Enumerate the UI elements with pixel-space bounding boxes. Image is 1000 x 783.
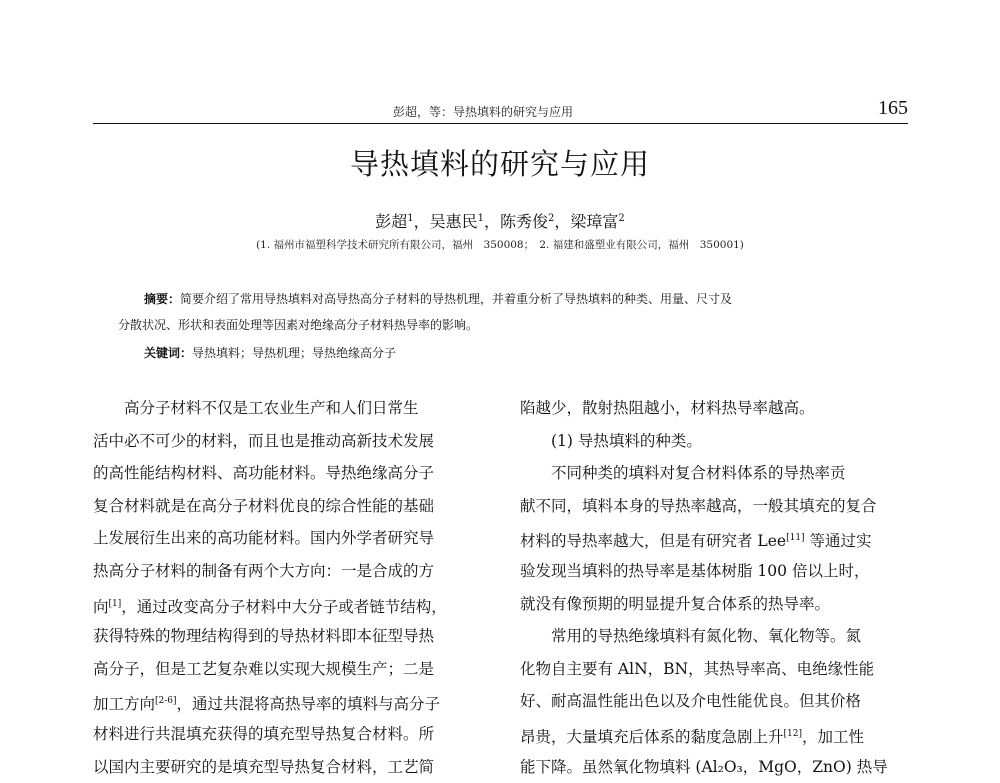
- body-line: 活中必不可少的材料，而且也是推动高新技术发展: [93, 431, 435, 450]
- section-heading: (1) 导热填料的种类。: [551, 431, 702, 450]
- body-line: 以国内主要研究的是填充型导热复合材料，工艺简: [93, 757, 435, 776]
- affiliations: (1. 福州市福塑科学技术研究所有限公司，福州 350008； 2. 福建和盛塑业有限公司，福州 350001): [256, 239, 744, 251]
- body-line: 高分子，但是工艺复杂难以实现大规模生产；二是: [93, 659, 435, 678]
- body-line: [93, 685, 491, 718]
- body-text: ，加工性: [802, 727, 865, 746]
- citation: [2-6]: [155, 696, 177, 707]
- abstract-line: 分散状况、形状和表面处理等因素对绝缘高分子材料热导率的影响。: [118, 318, 479, 332]
- keywords-text: 导热填料；导热机理；导热绝缘高分子: [192, 346, 397, 360]
- citation: [12]: [783, 728, 802, 739]
- author-affil-mark: 1: [407, 213, 414, 224]
- body-line: 获得特殊的物理结构得到的导热材料即本征型导热: [93, 627, 435, 646]
- body-line: 化物自主要有 AlN，BN，其热导率高、电绝缘性能: [520, 659, 875, 678]
- keywords: [144, 340, 396, 366]
- abstract-text: 简要介绍了常用导热填料对高导热高分子材料的导热机理，并着重分析了导热填料的种类、用量、尺寸及: [180, 292, 733, 306]
- author-name: 彭超: [375, 212, 408, 231]
- body-line: [520, 522, 912, 555]
- abstract-line: [118, 286, 908, 312]
- body-line: 上发展衍生出来的高功能材料。国内外学者研究导: [93, 529, 435, 548]
- body-line: 复合材料就是在高分子材料优良的综合性能的基础: [93, 496, 435, 515]
- author-affil-mark: 2: [618, 213, 625, 224]
- author-name: 吴惠民: [429, 212, 478, 231]
- page-number: 165: [878, 97, 908, 119]
- right-column: [520, 392, 912, 783]
- body-line: 就没有像预期的明显提升复合体系的热导率。: [520, 594, 831, 613]
- author-list: 彭超$^1$，吴惠民$^1$，陈秀俊$^2$，梁璋富$^2$: [375, 212, 625, 231]
- body-line: 不同种类的填料对复合材料体系的导热率贡: [551, 464, 846, 483]
- paper-title: 导热填料的研究与应用: [349, 147, 650, 181]
- abstract-label: 摘要：: [144, 292, 181, 306]
- body-line: 验发现当填料的热导率是基体树脂 100 倍以上时，: [520, 561, 870, 580]
- body-text: ，通过共混将高热导率的填料与高分子: [176, 695, 441, 714]
- body-text: 材料的导热率越大，但是有研究者 Lee: [520, 532, 787, 551]
- body-line: 献不同，填料本身的导热率越高，一般其填充的复合: [520, 496, 877, 515]
- body-line: [520, 718, 912, 751]
- author-name: 陈秀俊: [500, 212, 549, 231]
- abstract: [118, 286, 908, 338]
- author-affil-mark: 2: [548, 213, 555, 224]
- author-name: 梁璋富: [570, 212, 619, 231]
- body-text: 向: [93, 597, 109, 616]
- body-line: 能下降。虽然氧化物填料 (Al₂O₃，MgO，ZnO) 热导: [520, 757, 888, 776]
- body-line: 高分子材料不仅是工农业生产和人们日常生: [124, 399, 419, 417]
- body-line: 的高性能结构材料、高功能材料。导热绝缘高分子: [93, 464, 435, 483]
- citation: [1]: [108, 598, 122, 609]
- body-line: 好、耐高温性能出色以及介电性能优良。但其价格: [520, 692, 862, 711]
- author-affil-mark: 1: [477, 213, 484, 224]
- keywords-label: 关键词：: [144, 346, 193, 360]
- running-header: [93, 97, 908, 124]
- body-line: 材料进行共混填充获得的填充型导热复合材料。所: [93, 724, 435, 743]
- body-text: ，通过改变高分子材料中大分子或者链节结构，: [121, 597, 447, 616]
- body-line: 陷越少，散射热阻越小，材料热导率越高。: [520, 399, 815, 417]
- citation: [11]: [786, 533, 805, 544]
- body-line: 热高分子材料的制备有两个大方向：一是合成的方: [93, 561, 435, 580]
- body-text: 昂贵，大量填充后体系的黏度急剧上升: [520, 727, 784, 746]
- running-header-text: 彭超，等：导热填料的研究与应用: [393, 105, 574, 119]
- body-line: [93, 588, 491, 621]
- body-text: 等通过实: [804, 532, 872, 551]
- left-column: [93, 392, 491, 783]
- body-line: 常用的导热绝缘填料有氮化物、氧化物等。氮: [551, 627, 862, 646]
- body-text: 加工方向: [93, 695, 156, 714]
